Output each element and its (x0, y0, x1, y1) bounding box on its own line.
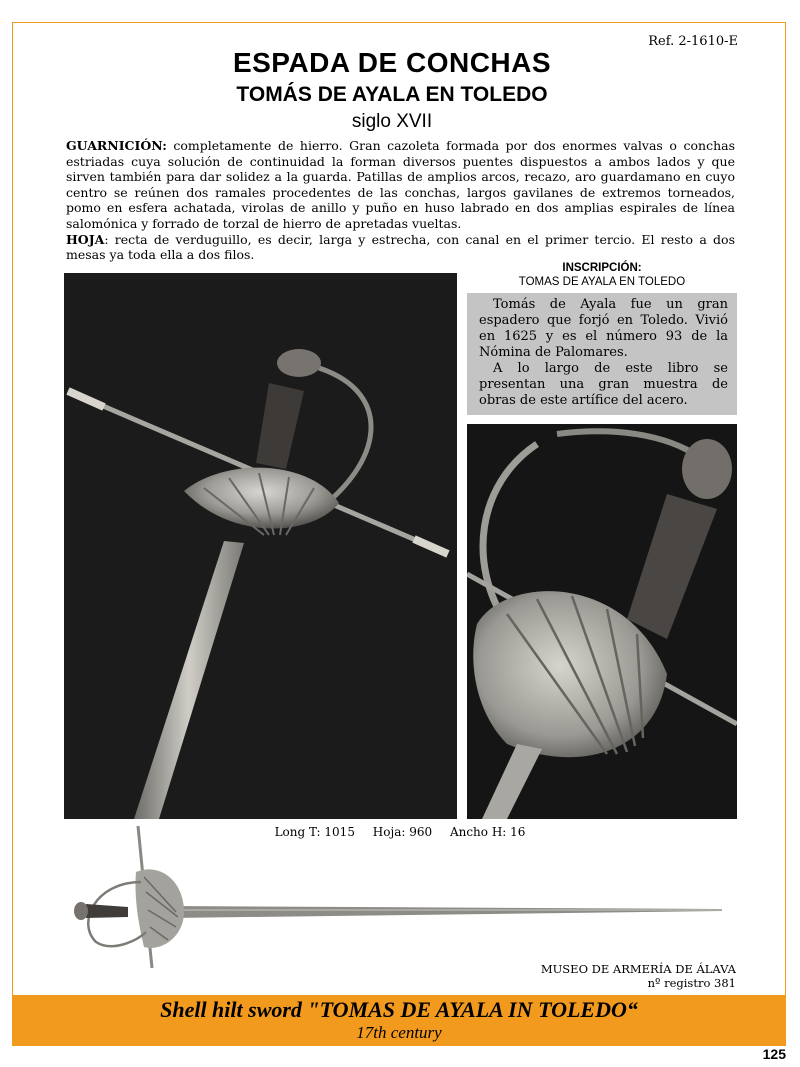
hoja-text: : recta de verduguillo, es decir, larga y estrecha, con canal en el primer tercio. El resto a dos mesas ya toda ella a dos filos. (66, 231, 735, 263)
hoja-label: HOJA (66, 231, 105, 247)
photo-full-sword (66, 822, 732, 972)
century-label: siglo XVII (351, 111, 433, 132)
museum-name: MUSEO DE ARMERÍA DE ÁLAVA (540, 962, 736, 976)
museum-registry: nº registro 381 (647, 976, 736, 990)
info-paragraph-1: Tomás de Ayala fue un gran espadero que forjó en Toledo. Vivió en 1625 y es el número 93 de la Nómina de Palomares. (479, 297, 728, 360)
footer-title: Shell hilt sword "TOMAS DE AYALA IN TOLEDO“ (160, 997, 638, 1022)
reference-number: Ref. 2-1610-E (648, 34, 738, 49)
page-number: 125 (762, 1046, 786, 1062)
inscription-label: INSCRIPCIÓN: (562, 262, 642, 274)
guarnicion-label: GUARNICIÓN: (66, 138, 167, 153)
full-sword-illustration (66, 822, 732, 972)
footer-subtitle: 17th century (356, 1023, 442, 1042)
photo-shell-closeup (467, 424, 737, 819)
sword-hilt-illustration (64, 273, 457, 819)
inscription-text: TOMAS DE AYALA EN TOLEDO (518, 276, 686, 288)
photo-hilt-overview (64, 273, 457, 819)
guarnicion-paragraph (66, 138, 735, 232)
museum-credit (541, 962, 736, 990)
guarnicion-text: completamente de hierro. Gran cazoleta formada por dos enormes valvas o conchas estriadas cuya solución de continuidad la forman diversos puentes dispuestos a ambos lados y que sirven también para dar solidez a la guarda. Patillas de amplios arcos, recazo, aro guardamano en cuyo centro se reúnen dos ramales procedentes de las conchas, largos gavilanes de extremos torneados, pomo en esfera achatada, virolas de anillo y puño en huso labrado en dos amplias espirales de línea salomónica y forrado de torzal de hierro de apretadas vueltas. (66, 138, 735, 231)
info-box (467, 293, 737, 415)
page-subtitle: TOMÁS DE AYALA EN TOLEDO (236, 83, 548, 106)
measure-blade: Hoja: 960 (372, 825, 433, 839)
page-title: ESPADA DE CONCHAS (232, 47, 552, 78)
measure-length: Long T: 1015 (274, 825, 355, 839)
measure-width: Ancho H: 16 (449, 825, 526, 839)
shell-closeup-illustration (467, 424, 737, 819)
hoja-paragraph (66, 232, 735, 263)
description (66, 138, 735, 263)
footer-banner (12, 995, 786, 1046)
info-paragraph-2: A lo largo de este libro se presentan una gran muestra de obras de este artífice del acero. (479, 361, 728, 408)
